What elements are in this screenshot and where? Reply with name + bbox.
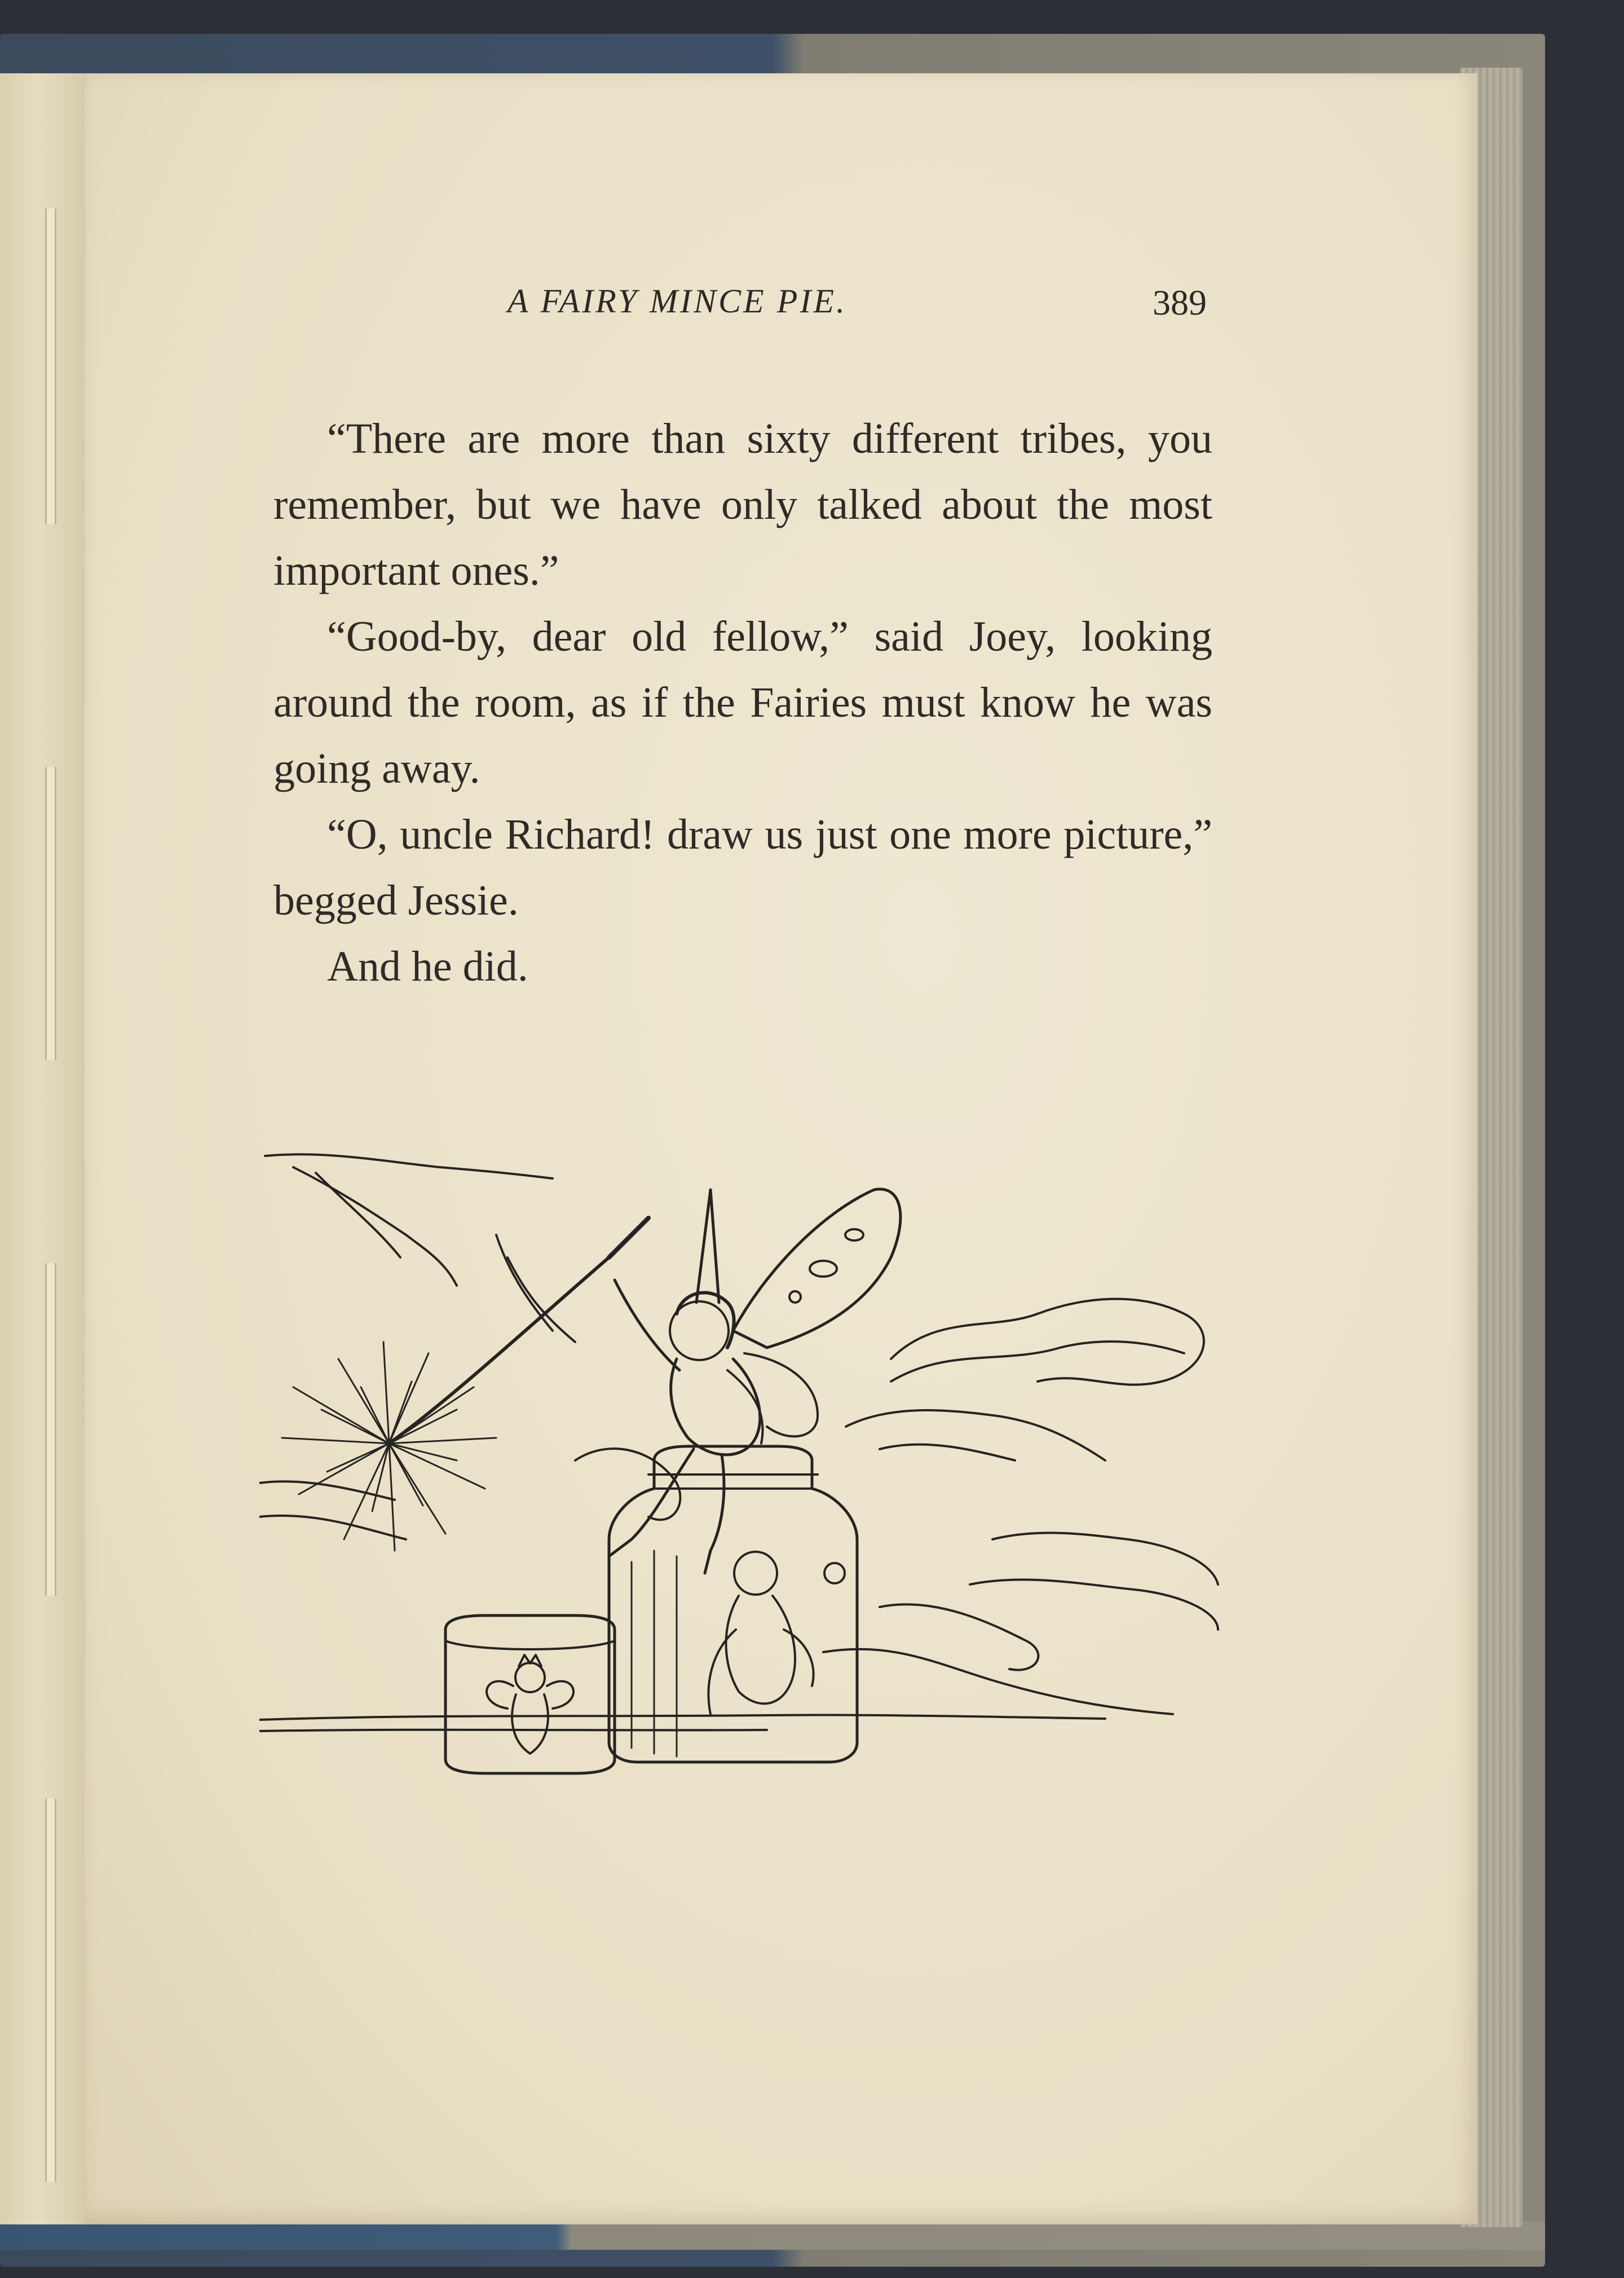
paragraph: “Good-by, dear old fellow,” said Joey, looking around the room, as if the Fairies must know he was going away. [273, 613, 1212, 792]
paragraph: And he did. [327, 943, 528, 990]
binding-stitch [45, 1799, 56, 2182]
cover-edge [0, 2222, 1545, 2250]
paragraph: “There are more than sixty different tribes, you remember, but we have only talked about the most important ones.” [273, 415, 1212, 594]
page-number: 389 [1153, 282, 1207, 323]
body-text [273, 406, 1212, 1000]
binding-stitch [45, 209, 56, 524]
binding-stitch [45, 767, 56, 1060]
binding-gutter [0, 73, 96, 2224]
running-head-title: A FAIRY MINCE PIE. [508, 282, 847, 320]
fairy-on-jar-illustration [259, 1145, 1229, 1776]
binding-stitch [45, 1263, 56, 1596]
running-head [508, 282, 1207, 333]
paragraph: “O, uncle Richard! draw us just one more picture,” begged Jessie. [273, 811, 1212, 924]
